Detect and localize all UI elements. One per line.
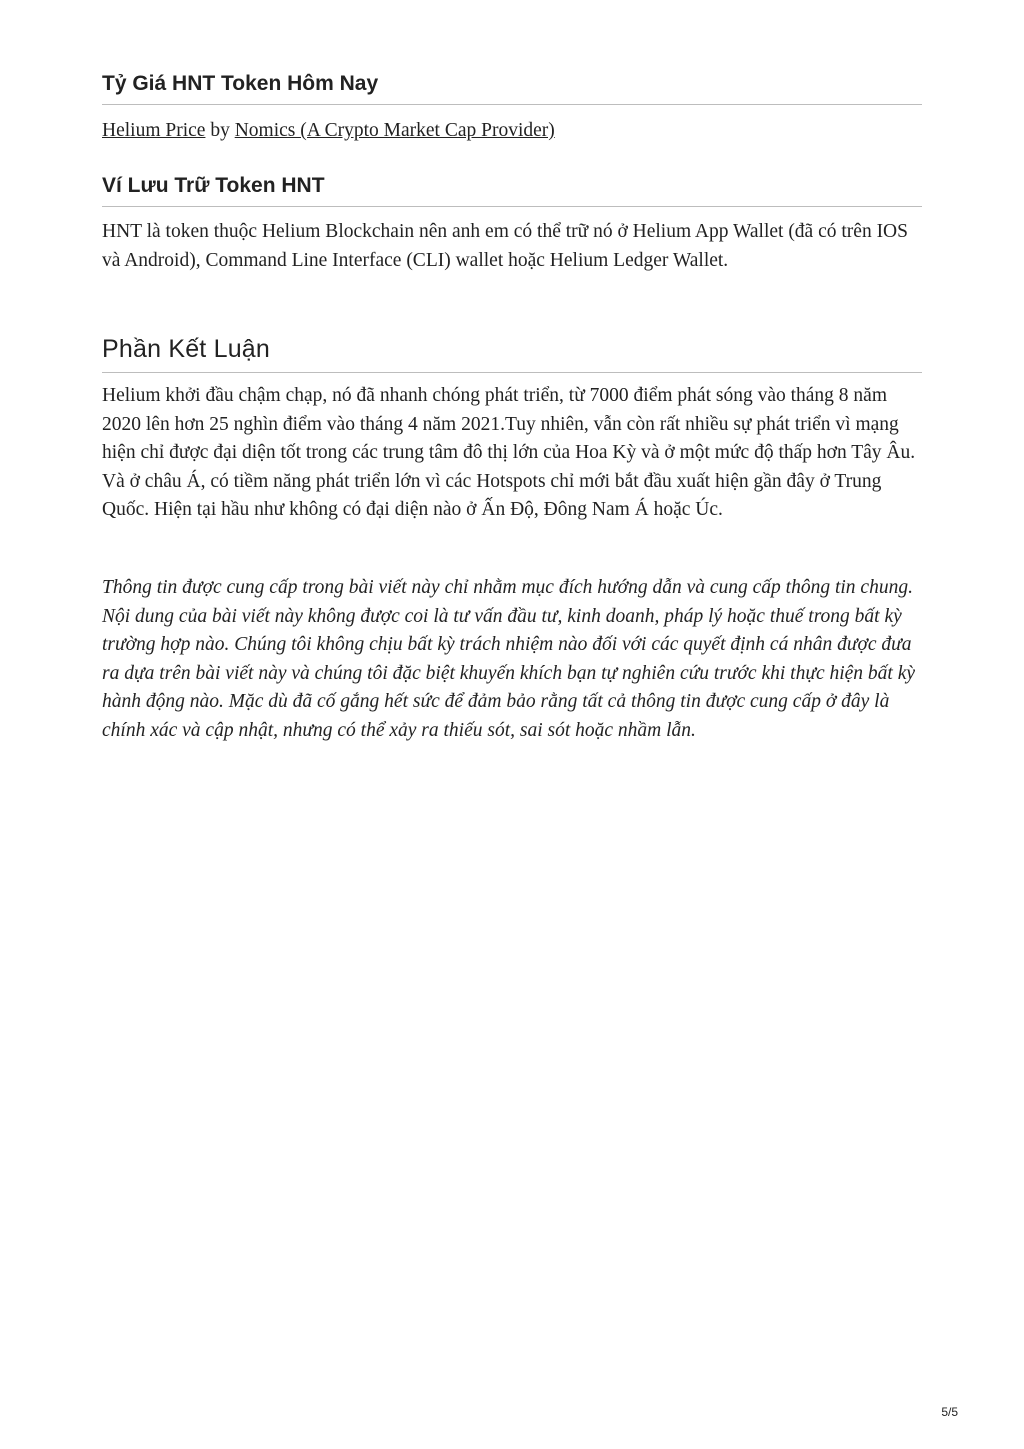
by-text: by [205, 120, 235, 141]
conclusion-heading [102, 333, 922, 373]
disclaimer-paragraph: Thông tin được cung cấp trong bài viết này chỉ nhằm mục đích hướng dẫn và cung cấp thông tin chung. Nội dung của bài viết này không được coi là tư vấn đầu tư, kinh doanh, pháp lý hoặc thuế trong bất kỳ trường hợp nào. Chúng tôi không chịu bất kỳ trách nhiệm nào đối với các quyết định cá nhân được đưa ra dựa trên bài viết này và chúng tôi đặc biệt khuyến khích bạn tự nghiên cứu trước khi thực hiện bất kỳ hành động nào. Mặc dù đã cố gắng hết sức để đảm bảo rằng tất cả thông tin được cung cấp ở đây là chính xác và cập nhật, nhưng có thể xảy ra thiếu sót, sai sót hoặc nhầm lẫn. [102, 577, 916, 741]
helium-price-link[interactable]: Helium Price [102, 120, 206, 141]
page-number: 5/5 [941, 1405, 958, 1419]
conclusion-paragraph: Helium khởi đầu chậm chạp, nó đã nhanh chóng phát triển, từ 7000 điểm phát sóng vào tháng 8 năm 2020 lên hơn 25 nghìn điểm vào tháng 4 năm 2021.Tuy nhiên, vẫn còn rất nhiều sự phát triển vì mạng hiện chỉ được đại diện tốt trong các trung tâm đô thị lớn của Hoa Kỳ và ở một mức độ thấp hơn Tây Âu. Và ở châu Á, có tiềm năng phát triển lớn vì các Hotspots chỉ mới bắt đầu xuất hiện gần đây ở Trung Quốc. Hiện tại hầu như không có đại diện nào ở Ấn Độ, Đông Nam Á hoặc Úc. [102, 385, 916, 520]
price-attribution [102, 117, 922, 146]
nomics-link[interactable]: Nomics (A Crypto Market Cap Provider) [234, 120, 555, 141]
wallet-heading: Ví Lưu Trữ Token HNT [102, 172, 922, 207]
wallet-paragraph: HNT là token thuộc Helium Blockchain nên anh em có thể trữ nó ở Helium App Wallet (đã có trên IOS và Android), Command Line Interface (CLI) wallet hoặc Helium Ledger Wallet. [102, 221, 908, 271]
conclusion-heading-text: Phần Kết Luận [102, 335, 271, 363]
price-heading: Tỷ Giá HNT Token Hôm Nay [102, 70, 922, 105]
